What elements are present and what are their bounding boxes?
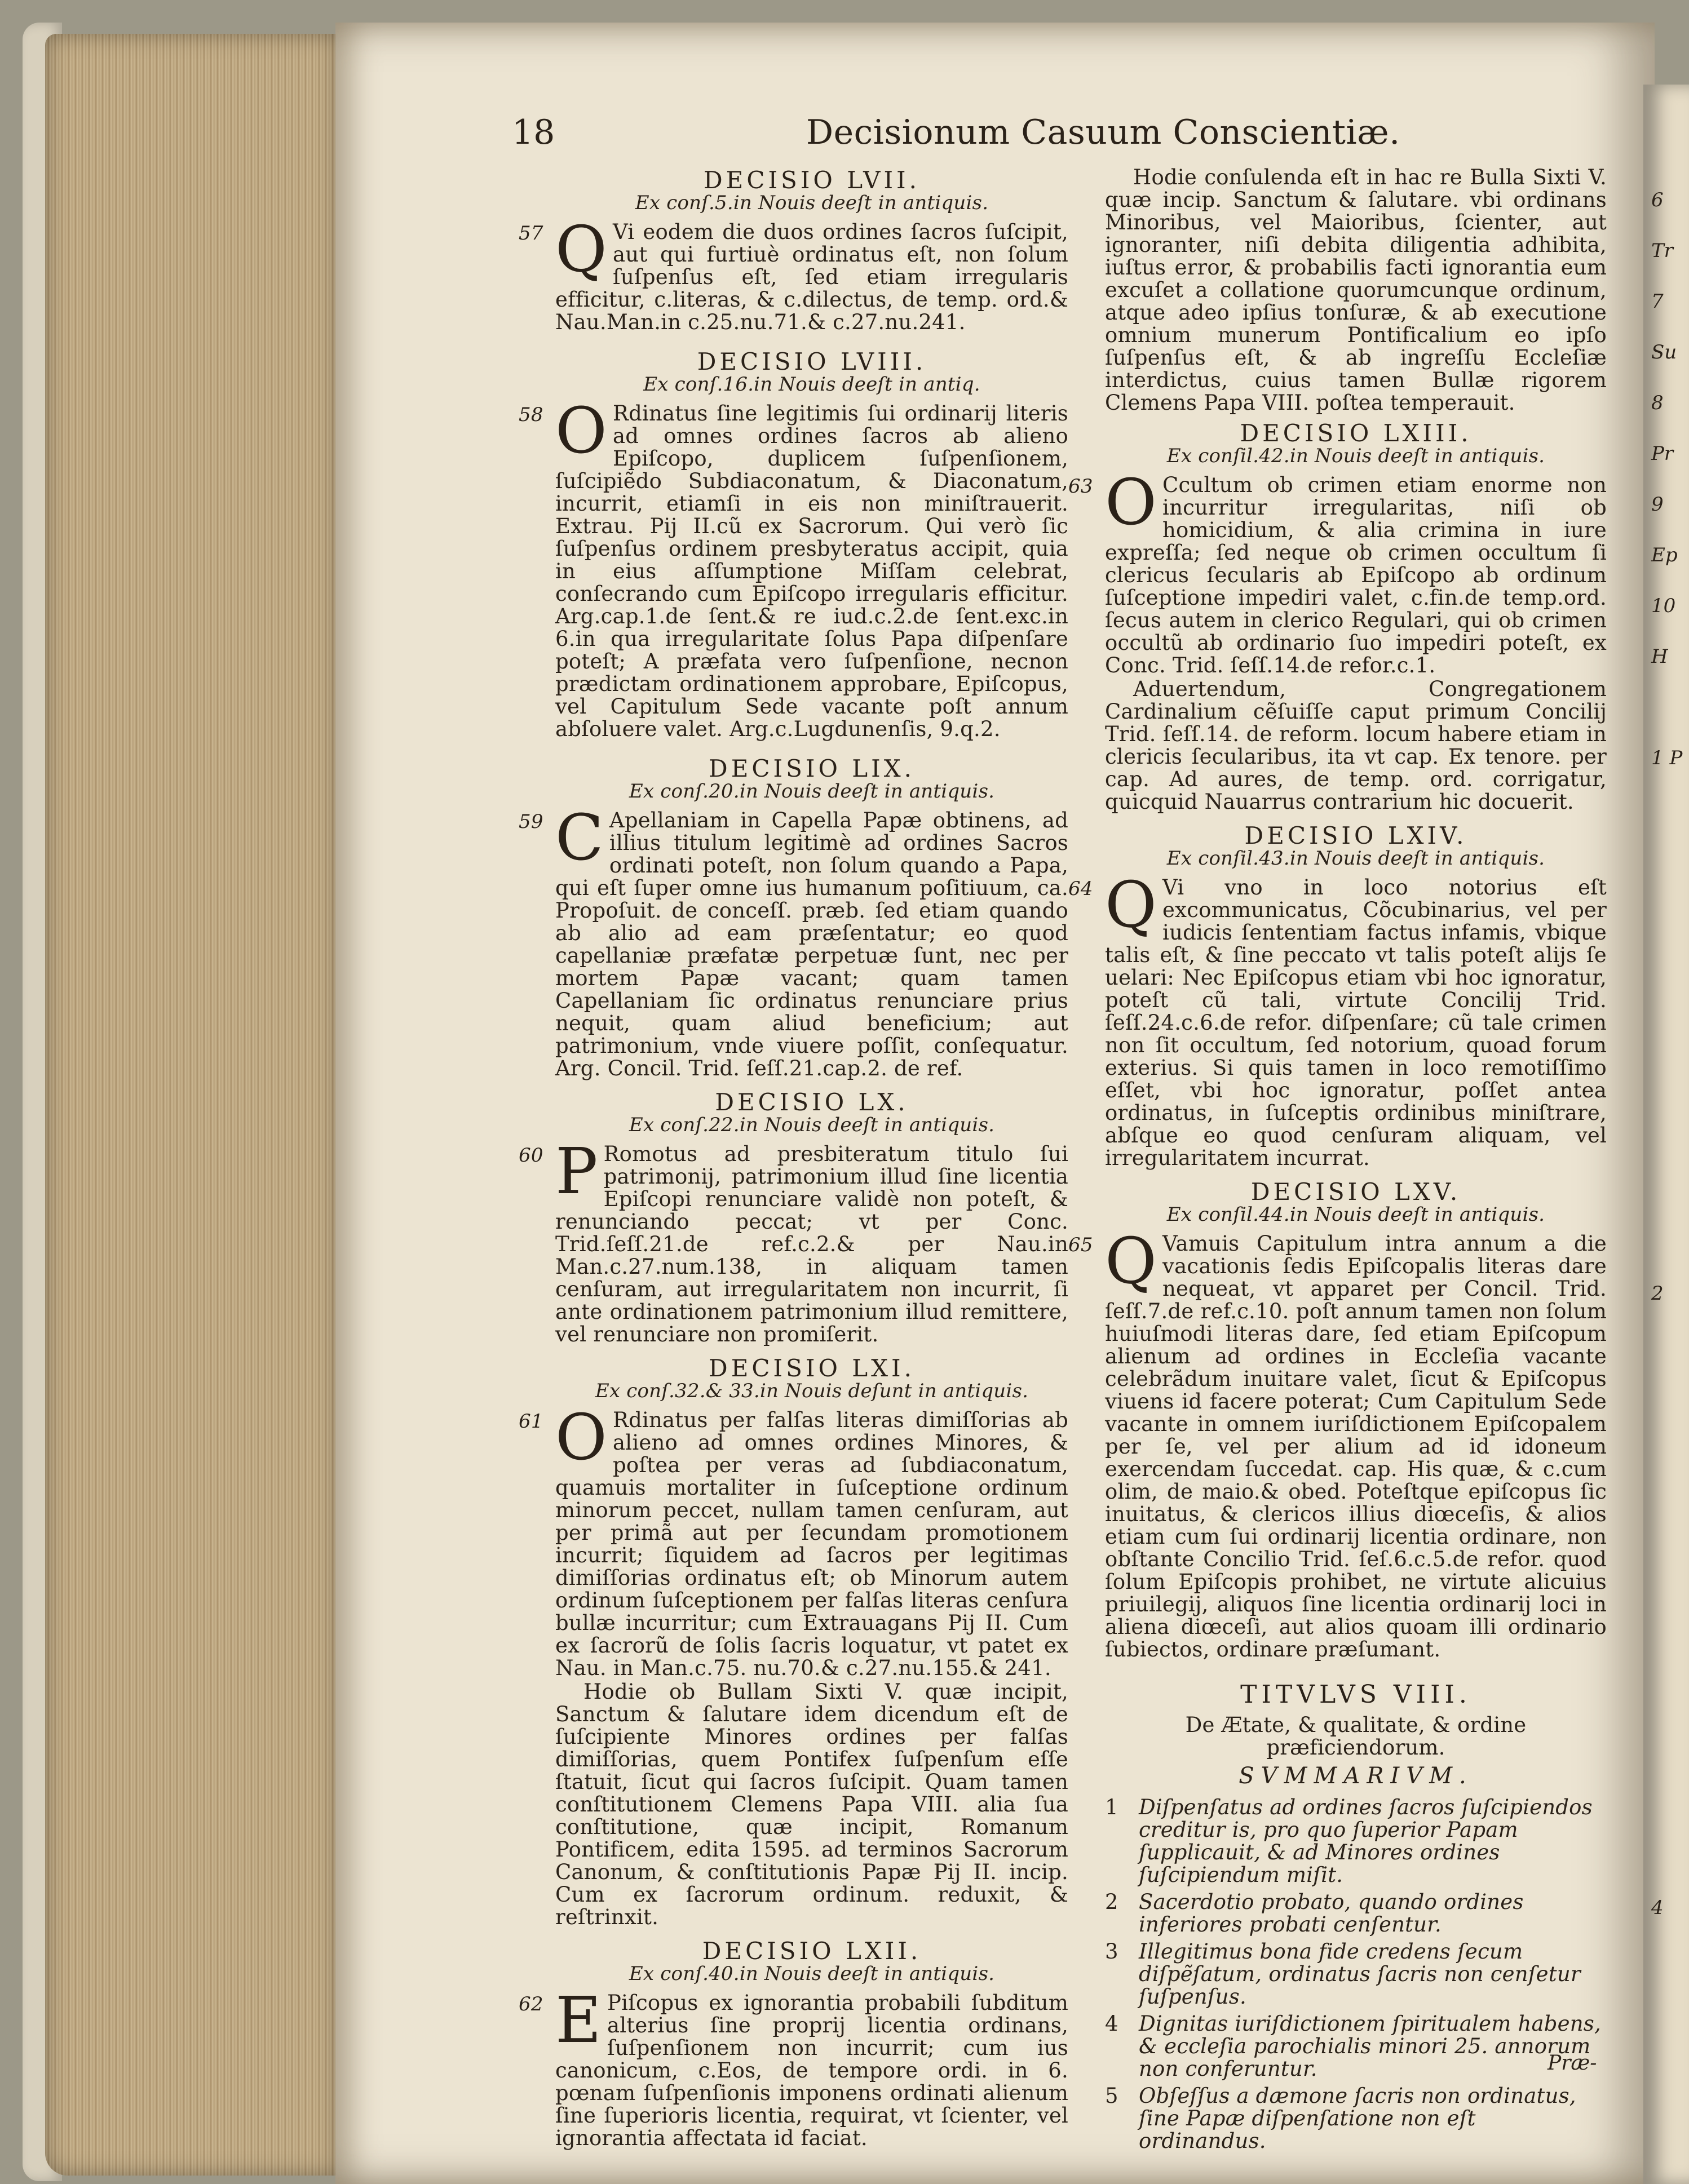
drop-cap: C xyxy=(555,801,604,875)
summary-number: 4 xyxy=(1105,2012,1118,2036)
paragraph: Hodie ob Bullam Sixti V. quæ incipit, Sanctum & ſalutare idem dicendum eſt de ſuſcipiente Minores ordines per falſas dimiſſorias, quem Pontifex ſuſpenſum eſſe ſtatuit, ſicut qui ſacros ſuſcipit. Quam tamen conſtitutionem Clemens Papa VIII. alia ſua conſtitutione, quæ incipit, Romanum Pontificem, edita 1595. ad terminos Sacrorum Canonum, & conſtitutionis Papæ Pij II. incip. Cum ex ſacrorum ordinum. reduxit, & reſtrinxit. xyxy=(555,1680,1068,1929)
decision-text xyxy=(1068,869,1607,1170)
decision-text xyxy=(519,1135,1068,1346)
margin-note: 7 Su xyxy=(1651,290,1677,364)
body-text: Vi vno in loco notorius eſt excommunicatus, Cõcubinarius, vel per iudicis ſententiam factus infamis, vbique talis eſt, & ſine peccato vt talis poteſt alijs ſe uelari: Nec Epiſcopus etiam vbi hoc ignoratur, poteſt cũ tali, virtute Concilij Trid. ſeſſ.24.c.6.de refor. diſpenſare; cũ tale crimen non ſit occultum, ſed notorium, quoad forum exterius. Si quis tamen in loco remotiſſimo eſſet, vbi hoc ignoratur, poſſet antea ordinatus, in ſuſceptis ordinibus miniſtrare, abſque eo quod cenſuram aliquam, vel irregularitatem incurrat. xyxy=(1105,875,1607,1170)
summary-text: Diſpenſatus ad ordines ſacros ſuſcipiendos creditur is, pro quo ſuperior Papam ſupplicauit, & ad Minores ordines ſuſcipiendum miſit. xyxy=(1139,1795,1593,1887)
decision-source: Ex conſ.40.in Nouis deeſt in antiquis. xyxy=(629,1963,995,1985)
summarium-title: SVMMARIVM. xyxy=(1239,1763,1473,1789)
paragraph-number: 65 xyxy=(1068,1234,1093,1256)
decision-source: Ex conſil.43.in Nouis deeſt in antiquis. xyxy=(1166,847,1545,870)
facing-page-edge xyxy=(1643,85,1689,2184)
decision-65 xyxy=(1068,1178,1607,1662)
decision-heading: DECISIO LXII. xyxy=(702,1937,922,1965)
decision-source: Ex conſ.32.& 33.in Nouis deſunt in antiquis. xyxy=(595,1380,1029,1402)
body-text: Rdinatus per falſas literas dimiſſorias ab alieno ad omnes ordines Minores, & poſtea per veras ad ſubdiaconatum, quamuis mortaliter in ſuſceptione ordinum minorum peccet, nullam tamen cenſuram, aut per primã aut per ſecundam promotionem incurrit; ſiquidem ad ſacros per legitimas dimiſſorias ordinatus eſt; ob Minorum autem ordinum ſuſceptionem per falſas literas cenſura bullæ incurritur; cum Extrauagans Pij II. Cum ex ſacrorũ de ſolis ſacris loquatur, vt patet ex Nau. in Man.c.75. nu.70.& c.27.nu.155.& 241. xyxy=(555,1408,1068,1680)
summary-list xyxy=(1105,1796,1607,2152)
body-text: Vamuis Capitulum intra annum a die vacationis ſedis Epiſcopalis literas dare nequeat, vt apparet per Concil. Trid. ſeſſ.7.de ref.c.10. poſt annum tamen non ſolum huiuſmodi literas dare, ſed etiam Epiſcopum alienum ad ordines in Eccleſia vacante celebrãdum inuitare valet, ſicut & Epiſcopus viuens id facere poterat; Cum Capitulum Sede vacante in omnem iuriſdictionem Epiſcopalem per ſe, vel per alium ad id idoneum exercendam ſuccedat. cap. His quæ, & c.cum olim, de maio.& obed. Poteſtque epiſcopus ſic inuitatus, & clericos illius diœceſis, & alios etiam cum ſui ordinarij licentia ordinare, non obſtante Concilio Trid. ſeſ.6.c.5.de refor. quod ſolum Epiſcopis prohibet, ne virtute alicuius priuilegij, aliquos ſine licentia ordinarij loci in aliena diœceſi, aut alios quoam illi ordinario ſubiectos, ordinare præſumant. xyxy=(1105,1231,1607,1662)
margin-note: 1 P xyxy=(1651,747,1683,769)
summary-text: Illegitimus bona fide credens ſecum diſpẽſatum, ordinatus ſacris non cenſetur ſuſpenſus. xyxy=(1139,1939,1581,2009)
decision-source: Ex conſ.16.in Nouis deeſt in antiq. xyxy=(643,373,980,396)
decision-heading: DECISIO LXIII. xyxy=(1240,419,1472,447)
margin-note: 4 xyxy=(1651,1897,1664,1919)
decision-heading: DECISIO LXIV. xyxy=(1244,822,1467,849)
decision-heading: DECISIO LXV. xyxy=(1250,1178,1461,1206)
paragraph-number: 63 xyxy=(1068,475,1093,498)
decision-58 xyxy=(519,348,1068,741)
drop-cap: P xyxy=(555,1135,598,1208)
titulus-heading: TITVLVS VIII. xyxy=(1240,1680,1471,1709)
summary-text: Sacerdotio probato, quando ordines inferiores probati cenſentur. xyxy=(1139,1890,1524,1937)
paragraph-number: 58 xyxy=(519,404,543,426)
summary-number: 1 xyxy=(1105,1795,1118,1819)
margin-note: 8 Pr xyxy=(1651,392,1674,465)
decision-source: Ex conſil.42.in Nouis deeſt in antiquis. xyxy=(1166,445,1545,467)
summary-number: 2 xyxy=(1105,1890,1118,1914)
decision-heading: DECISIO LX. xyxy=(715,1088,909,1116)
drop-cap: Q xyxy=(1105,1225,1157,1298)
decision-62 xyxy=(519,1937,1068,2150)
decision-text xyxy=(1068,466,1607,677)
decision-64 xyxy=(1068,822,1607,1170)
summary-text: Obſeſſus a dæmone ſacris non ordinatus, ſine Papæ diſpenſatione non eſt ordinandus. xyxy=(1139,2084,1576,2153)
paragraph-number: 60 xyxy=(519,1144,543,1167)
decision-text xyxy=(519,801,1068,1080)
decision-57 xyxy=(519,166,1068,334)
paragraph-number: 59 xyxy=(519,810,543,833)
decision-text xyxy=(519,395,1068,741)
drop-cap: O xyxy=(555,1401,608,1474)
decision-source: Ex conſ.5.in Nouis deeſt in antiquis. xyxy=(635,192,989,214)
margin-note: 9 Ep xyxy=(1651,493,1678,566)
titulus-subtitle: De Ætate, & qualitate, & ordine præficiendorum. xyxy=(1185,1713,1527,1760)
decision-61 xyxy=(519,1354,1068,1929)
decision-heading: DECISIO LXI. xyxy=(709,1354,915,1382)
drop-cap: Q xyxy=(1105,869,1157,942)
margin-note: 6 Tr xyxy=(1651,189,1673,262)
running-title: Decisionum Casuum Conscientiæ. xyxy=(806,113,1400,152)
drop-cap: O xyxy=(555,395,608,468)
paragraph-number: 64 xyxy=(1068,878,1093,900)
facing-page-margin-notes xyxy=(1651,175,1689,1933)
body-text: Rdinatus ſine legitimis ſui ordinarij literis ad omnes ordines ſacros ab alieno Epiſcopo, duplicem ſuſpenſionem, ſuſcipiẽdo Subdiaconatum, & Diaconatum, incurrit, etiamſi in eis non miniſtrauerit. Extrau. Pij II.cũ ex Sacrorum. Qui verò ſic ſuſpenſus ordinem presbyteratus accipit, quia in eius aſſumptione Miſſam celebrat, conſecrando cum Epiſcopo irregularis efficitur. Arg.cap.1.de ſent.& re iud.c.2.de ſent.exc.in 6.in qua irregularitate ſolus Papa diſpenſare poteſt; A præfata vero ſuſpenſione, necnon prædictam ordinationem approbare, Epiſcopus, vel Capitulum Sede vacante poſt annum abſoluere valet. Arg.c.Lugdunenſis, 9.q.2. xyxy=(555,401,1068,741)
decision-source: Ex conſ.22.in Nouis deeſt in antiquis. xyxy=(629,1114,995,1136)
summary-number: 5 xyxy=(1105,2084,1118,2108)
decision-source: Ex conſil.44.in Nouis deeſt in antiquis. xyxy=(1166,1203,1545,1226)
paragraph-number: 57 xyxy=(519,222,543,245)
body-text: Vi eodem die duos ordines ſacros ſuſcipit, aut qui furtiuè ordinatus eſt, non ſolum ſuſpenſus eſt, ſed etiam irregularis efficitur, c.literas, & c.dilectus, de temp. ord.& Nau.Man.in c.25.nu.71.& c.27.nu.241. xyxy=(555,220,1068,334)
paragraph: Aduertendum, Congregationem Cardinalium cẽſuiſſe caput primum Concilij Trid. ſeſſ.14. de reform. locum habere etiam in clericis ſecularibus, ita vt cap. Ex tenore. per cap. Ad aures, de temp. ord. corrigatur, quicquid Nauarrus contrarium hic docuerit. xyxy=(1105,677,1607,814)
decision-heading: DECISIO LVIII. xyxy=(697,348,927,375)
decision-heading: DECISIO LIX. xyxy=(709,755,915,782)
margin-note: 10 H xyxy=(1651,595,1676,668)
summary-item xyxy=(1105,2012,1607,2081)
drop-cap: Q xyxy=(555,213,608,286)
page-number: 18 xyxy=(512,113,555,152)
paragraph-number: 61 xyxy=(519,1410,543,1433)
summary-text: Dignitas iuriſdictionem ſpiritualem habens, & eccleſia parochialis minori 25. annorum non conferuntur. xyxy=(1139,2012,1601,2081)
titulus-section xyxy=(1105,1680,1607,2153)
catchword: Præ- xyxy=(1547,2052,1597,2075)
decision-63 xyxy=(1068,419,1607,814)
book-page-edges xyxy=(45,34,338,2176)
decision-text xyxy=(519,213,1068,334)
paragraph: Hodie conſulenda eſt in hac re Bulla Sixti V. quæ incip. Sanctum & ſalutare. vbi ordinans Minoribus, vel Maioribus, ſcienter, aut ignoranter, niſi debita diligentia adhibita, iuſtus error, & probabilis facti ignorantia eum excuſet a collatione quorumcunque ordinum, atque adeo ipſius tonſuræ, & ab executione omnium munerum Pontificalium eo ipſo ſuſpenſus eſt, & ab ingreſſu Eccleſiæ interdictus, cuius tamen Bullæ rigorem Clemens Papa VIII. poſtea temperauit. xyxy=(1105,165,1607,415)
summary-number: 3 xyxy=(1105,1939,1118,1964)
drop-cap: O xyxy=(1105,466,1157,539)
summary-item xyxy=(1105,2084,1607,2153)
decision-text xyxy=(1068,1225,1607,1662)
drop-cap: E xyxy=(555,1984,602,2057)
body-text: Apellaniam in Capella Papæ obtinens, ad illius titulum legitimè ad ordines Sacros ordinati poteſt, non ſolum quando a Papa, qui eſt ſuper omne ius humanum poſitiuum, ca. Propoſuit. de conceſſ. præb. ſed etiam quando ab alio ad eam præſentatur; eo quod capellaniæ præfatæ perpetuæ ſunt, nec per mortem Papæ vacant; quam tamen Capellaniam ſic ordinatus renunciare prius nequit, quam aliud beneficium; aut patrimonium, vnde viuere poſſit, conſequatur. Arg. Concil. Trid. ſeſſ.21.cap.2. de ref. xyxy=(555,808,1068,1080)
decision-heading: DECISIO LVII. xyxy=(704,166,920,194)
summary-item xyxy=(1105,1795,1607,1887)
summary-item xyxy=(1105,1890,1607,1937)
body-text: Piſcopus ex ignorantia probabili ſubditum alterius ſine proprij licentia ordinans, ſuſpenſionem non incurrit; cum ius canonicum, c.Eos, de tempore ordi. in 6. pœnam ſuſpenſionis imponens ordinati alienum ſine ſuperioris licentia, requirat, vt ſcienter, vel ignorantia affectata id faciat. xyxy=(555,1991,1068,2150)
margin-note: 2 xyxy=(1651,1282,1664,1305)
body-text: Romotus ad presbiteratum titulo ſui patrimonij, patrimonium illud ſine licentia Epiſcopi renunciare validè non poteſt, & renunciando peccat; vt per Conc. Trid.ſeſſ.21.de ref.c.2.& per Nau.in Man.c.27.num.138, in aliquam tamen cenſuram, aut irregularitatem non incurrit, ſi ante ordinationem patrimonium illud remittere, vel renunciare non promiſerit. xyxy=(555,1142,1068,1346)
summary-item xyxy=(1105,1939,1607,2009)
decision-59 xyxy=(519,755,1068,1080)
decision-text xyxy=(519,1401,1068,1680)
decision-source: Ex conſ.20.in Nouis deeſt in antiquis. xyxy=(629,780,995,803)
body-text: Ccultum ob crimen etiam enorme non incurritur irregularitas, niſi ob homicidium, & alia crimina in iure expreſſa; ſed neque ob crimen occultum ſi clericus ſecularis ab Epiſcopo ab ordinum ſuſceptione impediri valet, c.fin.de temp.ord. ſecus autem in clerico Regulari, qui ob crimen occultũ ab ordinario ſuo impediri poteſt, ex Conc. Trid. ſeſſ.14.de refor.c.1. xyxy=(1105,473,1607,677)
decision-60 xyxy=(519,1088,1068,1346)
right-column xyxy=(1068,165,1607,2157)
left-column xyxy=(519,163,1068,2151)
paragraph-number: 62 xyxy=(519,1993,543,2015)
decision-text xyxy=(519,1984,1068,2150)
